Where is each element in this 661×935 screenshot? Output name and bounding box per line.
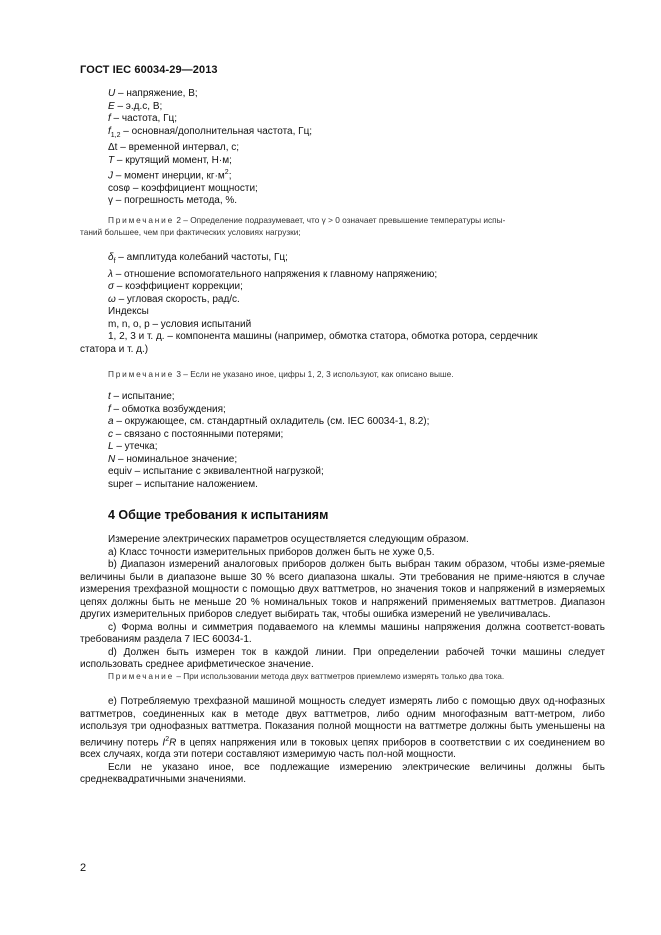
symbol-item: Δt – временной интервал, с; [108, 142, 240, 153]
note-label: Примечание [108, 671, 175, 681]
note-label: Примечание [108, 215, 175, 225]
symbol-item: f – обмотка возбуждения; [108, 403, 226, 415]
document-header: ГОСТ IEC 60034-29—2013 [80, 64, 218, 76]
symbol-item: σ – коэффициент коррекции; [108, 281, 243, 292]
indices-line: 1, 2, 3 и т. д. – компонента машины (например, обмотка статора, обмотка ротора, сердечник [108, 331, 538, 342]
symbol-item: f – частота, Гц; [108, 113, 177, 124]
symbol-list-1 [108, 88, 605, 208]
symbol-item: T – крутящий момент, Н·м; [108, 154, 232, 166]
symbol-item: $\delta_f$ – амплитуда колебаний частоты, Гц; [108, 252, 288, 265]
symbol-item: super – испытание наложением. [108, 478, 258, 490]
symbol-item: E – э.д.с, В; [108, 100, 163, 112]
indices-line: статора и т. д.) [80, 343, 149, 355]
note-label: Примечание [108, 369, 175, 379]
paragraph-c: c) Форма волны и симметрия подаваемого на клеммы машины напряжения должна соответст-вовать требованиям раздела 7 IEC 60034-1. [80, 621, 605, 645]
paragraph-intro: Измерение электрических параметров осуществляется следующим образом. [108, 534, 469, 545]
note-4: Примечание – При использовании метода двух ваттметров приемлемо измерять только два тока. [108, 671, 505, 681]
symbol-item: c – связано с постоянными потерями; [108, 428, 284, 440]
symbol-item: $f_{1,2}$ – основная/дополнительная частота, Гц; [108, 125, 313, 139]
symbol-item: a – окружающее, см. стандартный охладитель (см. IEC 60034-1, 8.2); [108, 416, 430, 427]
symbol-item: N – номинальное значение; [108, 453, 238, 465]
symbol-item: L – утечка; [108, 441, 158, 452]
paragraph-a: a) Класс точности измерительных приборов должен быть не хуже 0,5. [108, 546, 435, 558]
note-3: Примечание 3 – Если не указано иное, цифры 1, 2, 3 используют, как описано выше. [108, 369, 454, 379]
section-heading: 4 Общие требования к испытаниям [108, 508, 329, 522]
symbol-item: λ – отношение вспомогательного напряжения к главному напряжению; [108, 268, 438, 280]
paragraph-f: Если не указано иное, все подлежащие измерению электрические величины должны быть среднеквадратичными значениями. [80, 761, 605, 786]
section-4-body-2 [80, 696, 605, 787]
symbol-item: J – момент инерции, $кг\cdot м^2$; [108, 169, 232, 182]
note-2: Примечание 2 – Определение подразумевает, что γ > 0 означает превышение температуры испы- таний большее, чем при фактических условиях нагрузки; [108, 215, 605, 238]
indices-title: Индексы [108, 306, 149, 317]
symbol-item: ω – угловая скорость, рад/с. [108, 293, 240, 305]
indices-line: m, n, o, p – условия испытаний [108, 318, 252, 330]
note-2-line2: таний большее, чем при фактических условиях нагрузки; [80, 226, 301, 237]
page-number: 2 [80, 862, 87, 874]
symbol-list-3 [108, 391, 605, 491]
symbol-item: cosφ – коэффициент мощности; [108, 182, 258, 194]
symbol-item: equiv – испытание с эквивалентной нагрузкой; [108, 466, 324, 477]
paragraph-d: d) Должен быть измерен ток в каждой линии. При определении рабочей точки машины следует использовать среднее арифметическое значение. [80, 646, 605, 670]
symbol-item: t – испытание; [108, 391, 175, 402]
paragraph-e: e) Потребляемую трехфазной машиной мощность следует измерять либо с помощью двух од-нофазных ваттметров, соединенных как в методе двух ваттметров, либо одним многофазным ватт-метром, либо используя три однофазных ваттметра. Показания полной мощности на ваттметре должны быть уменьшены на величину потерь $I^2R$ в цепях напряжения или в токовых цепях приборов в соответствии с их соединением во всех случаях, когда эти потери составляют измеримую часть пол-ной мощности. [80, 696, 605, 761]
symbol-item: γ – погрешность метода, %. [108, 195, 238, 207]
symbol-item: U – напряжение, В; [108, 88, 198, 99]
symbol-list-2 [80, 252, 605, 356]
section-4-body [80, 534, 605, 672]
paragraph-b: b) Диапазон измерений аналоговых приборов должен быть выбран таким образом, чтобы изме-ряемые величины были в диапазоне выше 30 % всего диапазона шкалы. Эти требования не приме-няются в случае измерения трехфазной мощности с помощью двух ваттметров, но значения токов и напряжений в измеряемых цепях должны быть не меньше 20 % номинальных токов и напряжений применяемых ваттметров. Диапазон других измерительных приборов следует выбирать так, чтобы ошибка измерений не увеличивалась. [80, 559, 605, 620]
